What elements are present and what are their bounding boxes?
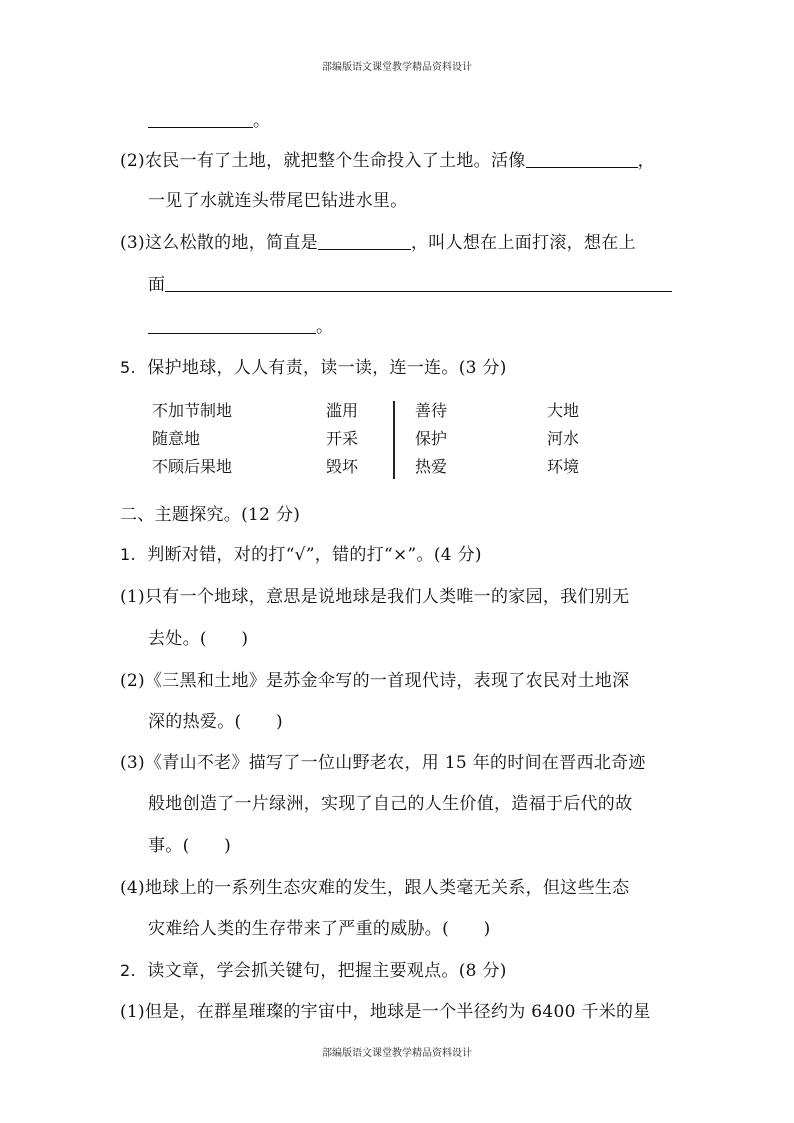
judge-item-3-line3[interactable]: 事。( ) [148, 836, 232, 856]
s2-q2-heading: 2. 读文章，学会抓关键句，把握主要观点。(8 分) [120, 961, 507, 981]
match-item[interactable]: 随意地 [152, 429, 201, 448]
match-item[interactable]: 善待 [415, 401, 448, 420]
q5-col3 [415, 401, 447, 477]
judge-item-1-line2[interactable]: 去处。( ) [148, 629, 249, 649]
q4-item-3: (3)这么松散的地，简直是 ，叫人想在上面打滚，想在上 [120, 233, 636, 253]
match-item[interactable]: 不加节制地 [152, 401, 233, 420]
q5-heading: 5. 保护地球，人人有责，读一读，连一连。(3 分) [120, 358, 507, 378]
q4-item-2: (2)农民一有了土地，就把整个生命投入了土地。活像 ， [120, 151, 655, 171]
section-title: 二、主题探究。(12 分) [120, 505, 301, 525]
answer-blank[interactable] [148, 317, 316, 334]
page-footer: 部编版语文课堂教学精品资料设计 [322, 1048, 472, 1059]
match-item[interactable]: 不顾后果地 [152, 457, 233, 476]
answer-blank[interactable] [526, 151, 638, 168]
match-item[interactable]: 热爱 [415, 457, 448, 476]
q5-col1 [152, 401, 232, 477]
page-header: 部编版语文课堂教学精品资料设计 [322, 62, 472, 73]
q4-answer-line: 。 [148, 110, 270, 132]
match-item[interactable]: 环境 [547, 457, 580, 476]
judge-item-2-line2[interactable]: 深的热爱。( ) [148, 712, 283, 732]
s2-q2-item-1: (1)但是，在群星璀璨的宇宙中，地球是一个半径约为 6400 千米的星 [120, 1002, 651, 1022]
judge-item-2: (2)《三黑和土地》是苏金伞写的一首现代诗，表现了农民对土地深 [120, 671, 630, 691]
q4-item-3-line2: 面 [148, 274, 672, 296]
match-item[interactable]: 开采 [326, 429, 359, 448]
judge-item-1: (1)只有一个地球，意思是说地球是我们人类唯一的家园，我们别无 [120, 587, 630, 607]
q4-item-3-line3: 。 [148, 316, 333, 338]
q5-col4 [547, 401, 579, 477]
match-item[interactable]: 河水 [547, 429, 580, 448]
judge-item-4-line2[interactable]: 灾难给人类的生存带来了严重的威胁。( ) [148, 919, 491, 939]
judge-item-3: (3)《青山不老》描写了一位山野老农，用 15 年的时间在晋西北奇迹 [120, 753, 646, 773]
judge-item-3-line2: 般地创造了一片绿洲，实现了自己的人生价值，造福于后代的故 [148, 794, 633, 814]
match-item[interactable]: 保护 [415, 429, 448, 448]
answer-blank[interactable] [165, 275, 672, 292]
judge-item-4: (4)地球上的一系列生态灾难的发生，跟人类毫无关系，但这些生态 [120, 878, 630, 898]
match-item[interactable]: 毁坏 [326, 457, 359, 476]
answer-blank[interactable] [318, 233, 411, 250]
q4-item-2-continuation: 一见了水就连头带尾巴钻进水里。 [148, 191, 408, 211]
answer-blank[interactable] [148, 111, 253, 128]
divider-line [393, 401, 395, 479]
match-item[interactable]: 大地 [547, 401, 580, 420]
match-item[interactable]: 滥用 [326, 401, 359, 420]
q5-col2 [326, 401, 358, 477]
s2-q1-heading: 1. 判断对错，对的打“√”，错的打“×”。(4 分) [120, 545, 482, 565]
